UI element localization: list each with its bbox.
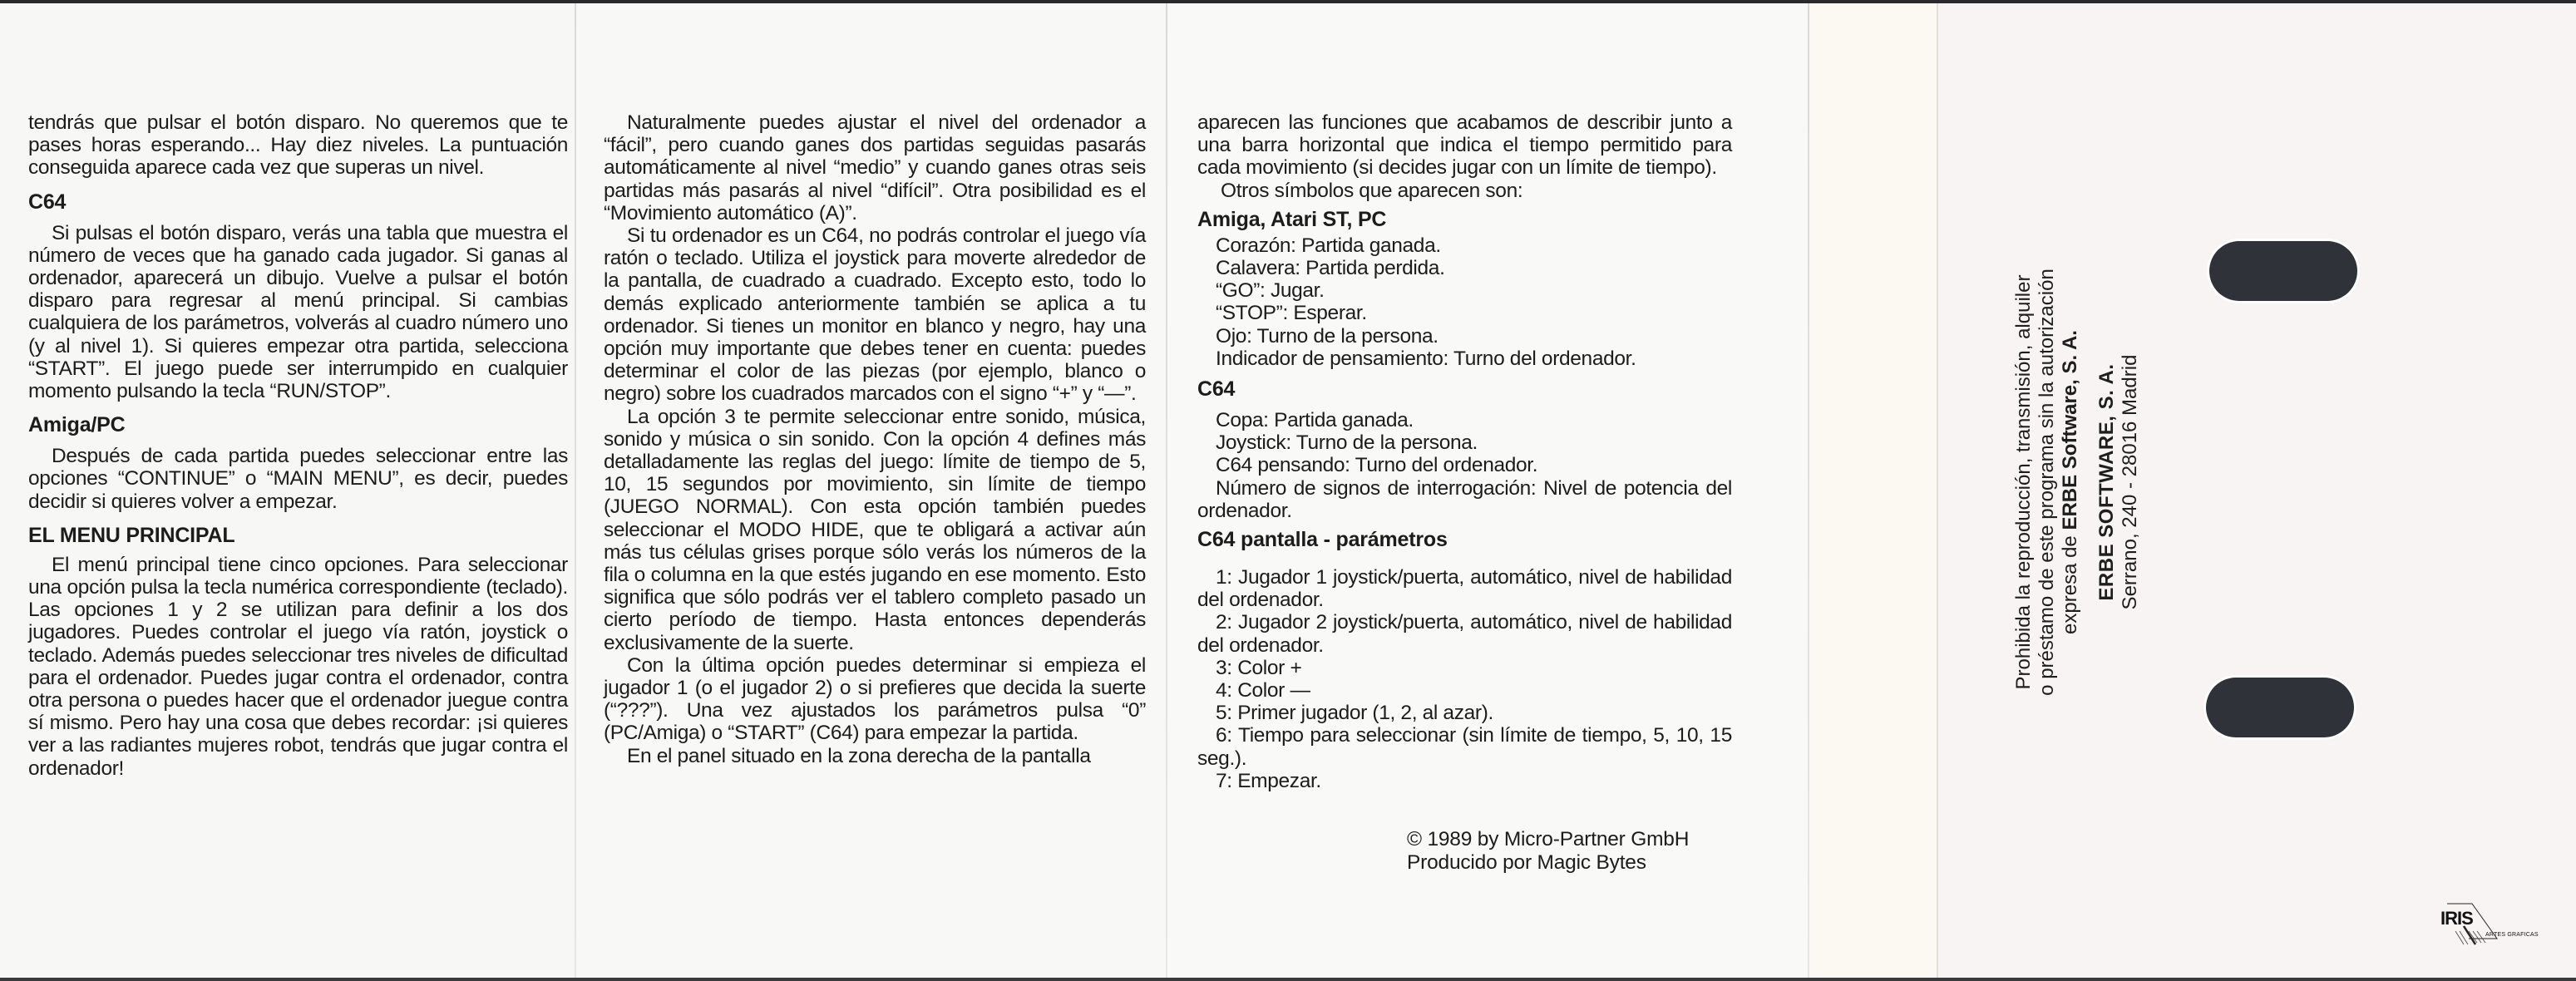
symbol-item: Copa: Partida ganada. [1216,409,1414,432]
section-heading-main-menu: EL MENU PRINCIPAL [28,523,235,547]
symbol-item: Joystick: Turno de la persona. [1216,431,1478,455]
paragraph: tendrás que pulsar el botón disparo. No queremos que te pases horas esperando... Hay diez niveles. La puntuación conseguida aparece cada vez que superas un nivel. [28,111,568,180]
parameter-item: 4: Color — [1216,679,1310,702]
symbol-item: C64 pensando: Turno del ordenador. [1216,454,1538,477]
legal-company: ERBE Software, S. A. [2059,330,2081,530]
credits [1407,828,1689,875]
section-heading-amiga-atari-pc: Amiga, Atari ST, PC [1197,207,1387,231]
section-heading-c64: C64 [28,190,67,214]
paragraph: Si tu ordenador es un C64, no podrás controlar el juego vía ratón o teclado. Utiliza el joystick para moverte alrededor de la pantalla, de cuadrado a cuadrado. Excepto esto, todo lo demás explicado anteriormente también se aplica a tu ordenador. Si tienes un monitor en blanco y negro, hay una opción muy importante que debes tener en cuenta: puedes determinar el color de las piezas (por ejemplo, blanco o negro) sobre los cuadrados marcados con el signo “+” y “—”. [604,224,1146,406]
symbol-item: Calavera: Partida perdida. [1216,257,1445,280]
hanger-hole [2209,241,2357,301]
logo-wordmark: IRIS [2440,908,2473,929]
hanger-hole [2206,678,2354,737]
column-3 [1197,111,1732,792]
parameter-item: 3: Color + [1216,656,1302,679]
parameter-item: 2: Jugador 2 joystick/puerta, automático, nivel de habilidad del ordenador. [1197,611,1732,657]
symbol-item: “GO”: Jugar. [1216,279,1325,303]
symbol-item: “STOP”: Esperar. [1216,302,1367,325]
company-address: Serrano, 240 - 28016 Madrid [2119,354,2141,610]
fold-line [1808,3,1809,978]
legal-line [2059,266,2082,698]
parameter-item: 5: Primer jugador (1, 2, al azar). [1216,702,1493,725]
paragraph: Después de cada partida puedes seleccionar entre las opciones “CONTINUE” o “MAIN MENU”, es decir, puedes decidir si quieres volver a empezar. [28,445,568,513]
column-2 [604,111,1146,767]
column-1 [28,111,568,780]
fold-line [575,3,576,978]
paragraph: Otros símbolos que aparecen son: [1221,179,1523,202]
legal-notice-block [2012,266,2228,698]
symbol-item: Corazón: Partida ganada. [1216,234,1441,257]
paragraph: aparecen las funciones que acabamos de describir junto a una barra horizontal que indica el tiempo permitido para cada movimiento (si decides jugar con un límite de tiempo). [1197,111,1732,180]
printer-logo [2440,901,2549,951]
spine-panel [1809,3,1937,978]
legal-line: Prohibida la reproducción, transmisión, alquiler [2012,274,2035,690]
fold-line [1937,3,1938,978]
legal-notice [2012,266,2082,698]
logo-tagline: ARTES GRAFICAS [2485,932,2539,938]
legal-line-text: expresa de [2059,530,2081,634]
scan-bottom-edge [0,978,2576,981]
legal-line: o préstamo de este programa sin la autorización [2036,269,2058,696]
parameter-item: 6: Tiempo para seleccionar (sin límite de tiempo, 5, 10, 15 seg.). [1197,724,1732,770]
paragraph: Naturalmente puedes ajustar el nivel del ordenador a “fácil”, pero cuando ganes dos partidas seguidas pasarás automáticamente al nivel “medio” y cuando ganes otras seis partidas más pasarás al nivel “difícil”. Otra posibilidad es el “Movimiento automático (A)”. [604,111,1146,224]
section-heading-c64: C64 [1197,377,1236,402]
section-heading-c64-params: C64 pantalla - parámetros [1197,528,1448,552]
fold-line [1166,3,1167,978]
symbol-item: Número de signos de interrogación: Nivel de potencia del ordenador. [1197,476,1732,522]
symbol-item: Ojo: Turno de la persona. [1216,324,1439,348]
paragraph: El menú principal tiene cinco opciones. Para seleccionar una opción pulsa la tecla numérica correspondiente (teclado). Las opciones 1 y 2 se utilizan para definir a los dos jugadores. Puedes controlar el juego vía ratón, joystick o teclado. Además puedes seleccionar tres niveles de dificultad para el ordenador. Puedes jugar contra el ordenador, contra otra persona o puedes hacer que el ordenador juegue contra sí mismo. Pero hay una cosa que debes recordar: ¡si quieres ver a las radiantes mujeres robot, tendrás que jugar contra el ordenador! [28,553,568,780]
section-heading-amiga-pc: Amiga/PC [28,413,126,437]
paragraph: En el panel situado en la zona derecha de la pantalla [627,744,1091,767]
company-name: ERBE SOFTWARE, S. A. [2095,363,2118,601]
copyright-line: © 1989 by Micro-Partner GmbH [1407,828,1690,850]
paragraph: La opción 3 te permite seleccionar entre sonido, música, sonido y música o sin sonido. Con la opción 4 defines más detalladamente las reglas del juego: límite de tiempo de 5, 10, 15 segundos por movimiento, sin límite de tiempo (JUEGO NORMAL). Con esta opción también puedes seleccionar el MODO HIDE, que te obligará a activar aún más tus células grises porque sólo verás los números de la fila o columna en la que estés jugando en ese momento. Esto significa que sólo podrás ver el tablero completo pasado un cierto período de tiempo. Hasta entonces dependerás exclusivamente de la suerte. [604,405,1146,654]
producer-line: Producido por Magic Bytes [1407,851,1646,874]
parameter-item: 1: Jugador 1 joystick/puerta, automático, nivel de habilidad del ordenador. [1197,566,1732,612]
symbol-item: Indicador de pensamiento: Turno del ordenador. [1216,347,1636,370]
paragraph: Con la última opción puedes determinar si empieza el jugador 1 (o el jugador 2) o si prefieres que decida la suerte (“???”). Una vez ajustados los parámetros pulsa “0” (PC/Amiga) o “START” (C64) para empezar la partida. [604,653,1146,745]
paragraph: Si pulsas el botón disparo, verás una tabla que muestra el número de veces que ha ganado cada jugador. Si ganas al ordenador, aparecerá un dibujo. Vuelve a pulsar el botón disparo para regresar al menú principal. Si cambias cualquiera de los parámetros, volverás al cuadro número uno (y al nivel 1). Si quieres empezar otra partida, selecciona “START”. El juego puede ser interrumpido en cualquier momento pulsando la tecla “RUN/STOP”. [28,221,568,403]
parameter-item: 7: Empezar. [1216,769,1321,792]
